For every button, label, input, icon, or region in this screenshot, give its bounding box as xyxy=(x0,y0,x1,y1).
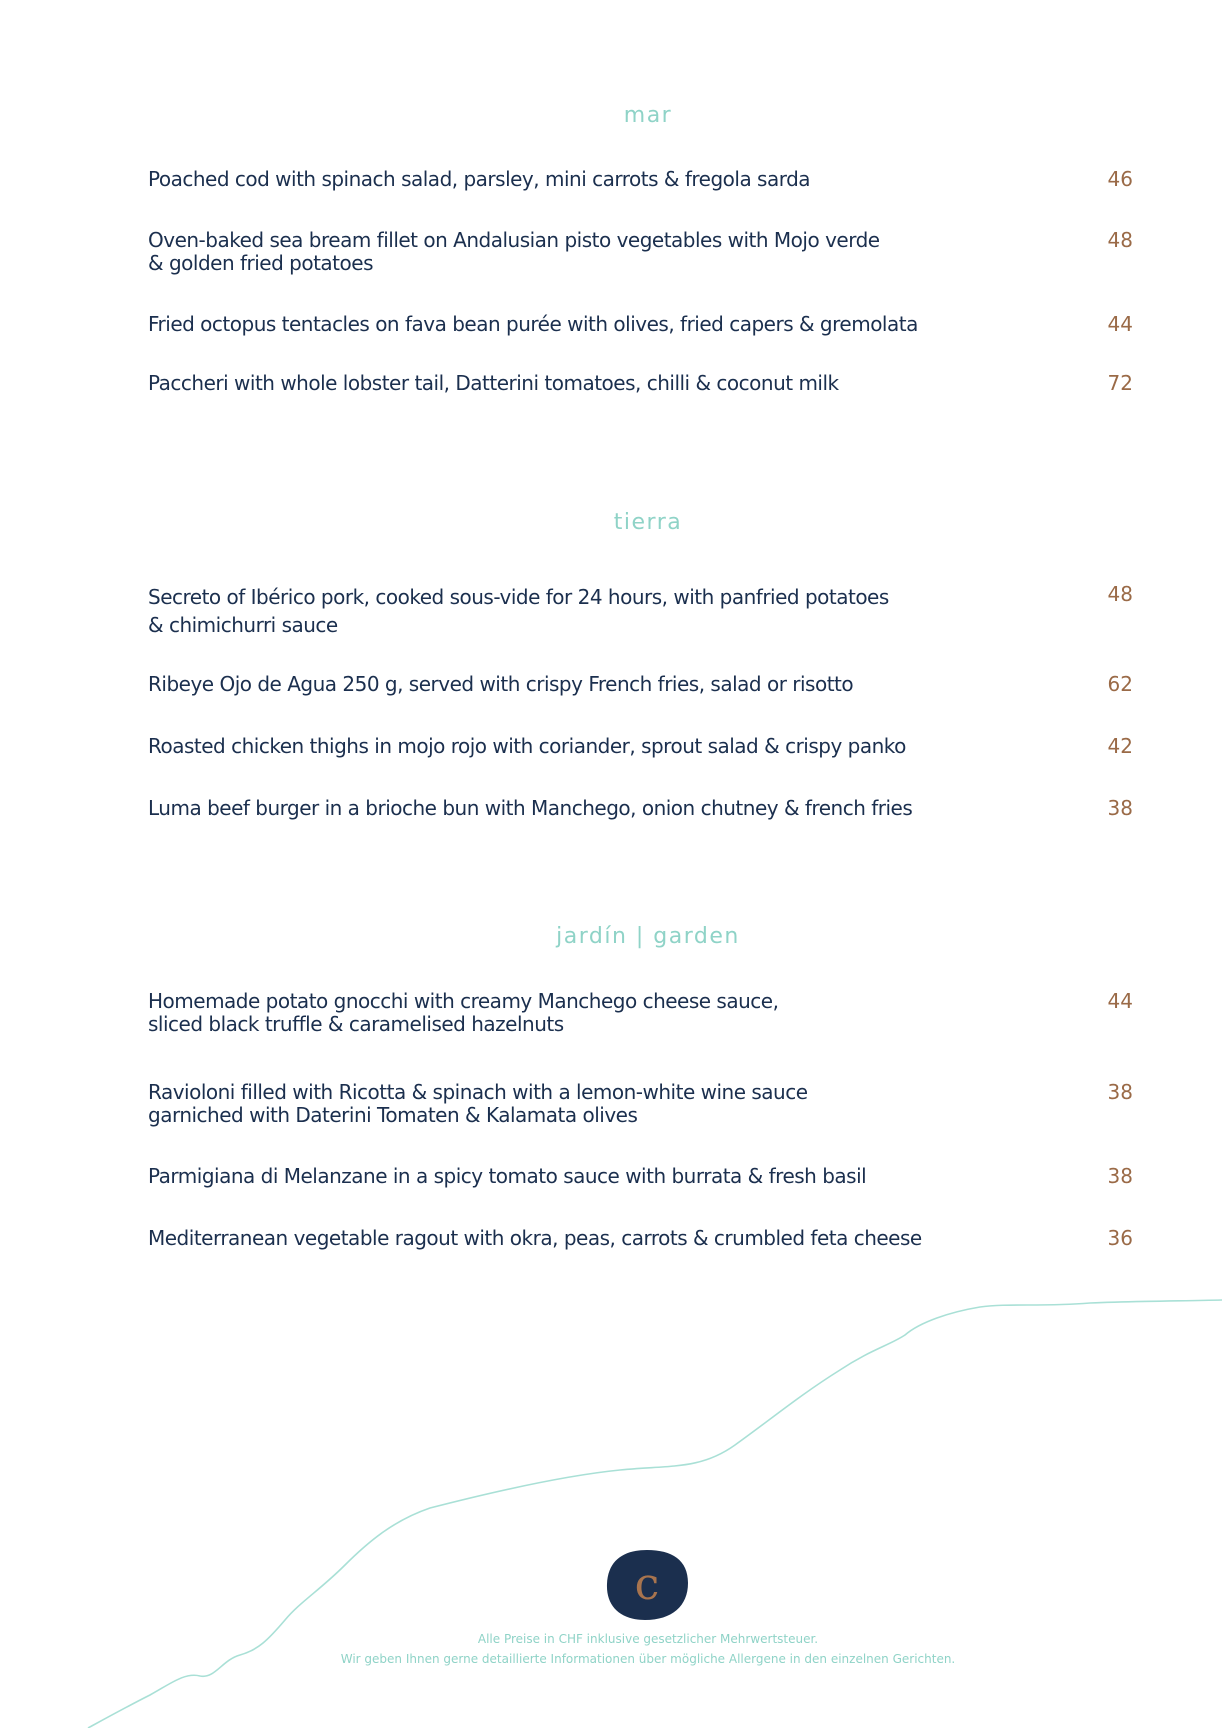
item-description xyxy=(148,735,968,758)
restaurant-logo xyxy=(604,1548,690,1622)
item-description xyxy=(148,229,968,275)
item-description-line: & chimichurri sauce xyxy=(148,613,338,637)
section-title-mar: mar xyxy=(623,103,673,128)
item-price: 48 xyxy=(1107,582,1133,606)
item-description-line: Poached cod with spinach salad, parsley, mini carrots & fregola sarda xyxy=(148,167,811,191)
item-description-line: sliced black truffle & caramelised hazelnuts xyxy=(148,1012,564,1036)
item-description-line: & golden fried potatoes xyxy=(148,251,373,275)
item-description-line: Luma beef burger in a brioche bun with Manchego, onion chutney & french fries xyxy=(148,796,913,820)
item-description-line: Secreto of Ibérico pork, cooked sous-vide for 24 hours, with panfried potatoes xyxy=(148,585,889,609)
item-description xyxy=(148,583,968,639)
item-price: 72 xyxy=(1107,371,1133,395)
item-description xyxy=(148,797,968,820)
item-description-line: Ravioloni filled with Ricotta & spinach with a lemon-white wine sauce xyxy=(148,1080,808,1104)
item-description xyxy=(148,1165,968,1188)
item-description-line: Mediterranean vegetable ragout with okra, peas, carrots & crumbled feta cheese xyxy=(148,1226,922,1250)
item-description xyxy=(148,313,968,336)
item-description-line: Roasted chicken thighs in mojo rojo with coriander, sprout salad & crispy panko xyxy=(148,734,906,758)
item-description xyxy=(148,168,968,191)
item-price: 38 xyxy=(1107,1080,1133,1104)
footer-price-note: Alle Preise in CHF inklusive gesetzlicher Mehrwertsteuer. xyxy=(477,1632,819,1646)
item-price: 44 xyxy=(1107,312,1133,336)
item-description xyxy=(148,372,968,395)
item-description-line: Oven-baked sea bream fillet on Andalusian pisto vegetables with Mojo verde xyxy=(148,228,880,252)
item-price: 36 xyxy=(1107,1226,1133,1250)
item-description-line: Parmigiana di Melanzane in a spicy tomato sauce with burrata & fresh basil xyxy=(148,1164,867,1188)
item-description-line: Ribeye Ojo de Agua 250 g, served with crispy French fries, salad or risotto xyxy=(148,672,854,696)
item-description-line: Fried octopus tentacles on fava bean purée with olives, fried capers & gremolata xyxy=(148,312,918,336)
item-price: 44 xyxy=(1107,989,1133,1013)
item-price: 62 xyxy=(1107,672,1133,696)
logo-letter: c xyxy=(634,1559,660,1610)
item-description xyxy=(148,990,968,1036)
item-description-line: garniched with Daterini Tomaten & Kalamata olives xyxy=(148,1103,638,1127)
item-price: 48 xyxy=(1107,228,1133,252)
item-description xyxy=(148,673,968,696)
item-price: 46 xyxy=(1107,167,1133,191)
footer-allergen-note: Wir geben Ihnen gerne detaillierte Informationen über mögliche Allergene in den einzelnen Gerichten. xyxy=(340,1652,956,1666)
item-description xyxy=(148,1227,968,1250)
item-price: 38 xyxy=(1107,796,1133,820)
item-description xyxy=(148,1081,968,1127)
item-description-line: Homemade potato gnocchi with creamy Manchego cheese sauce, xyxy=(148,989,779,1013)
section-title-jardin-garden: jardín | garden xyxy=(556,924,740,949)
section-title-tierra: tierra xyxy=(613,510,683,535)
item-price: 42 xyxy=(1107,734,1133,758)
item-price: 38 xyxy=(1107,1164,1133,1188)
item-description-line: Paccheri with whole lobster tail, Datterini tomatoes, chilli & coconut milk xyxy=(148,371,839,395)
